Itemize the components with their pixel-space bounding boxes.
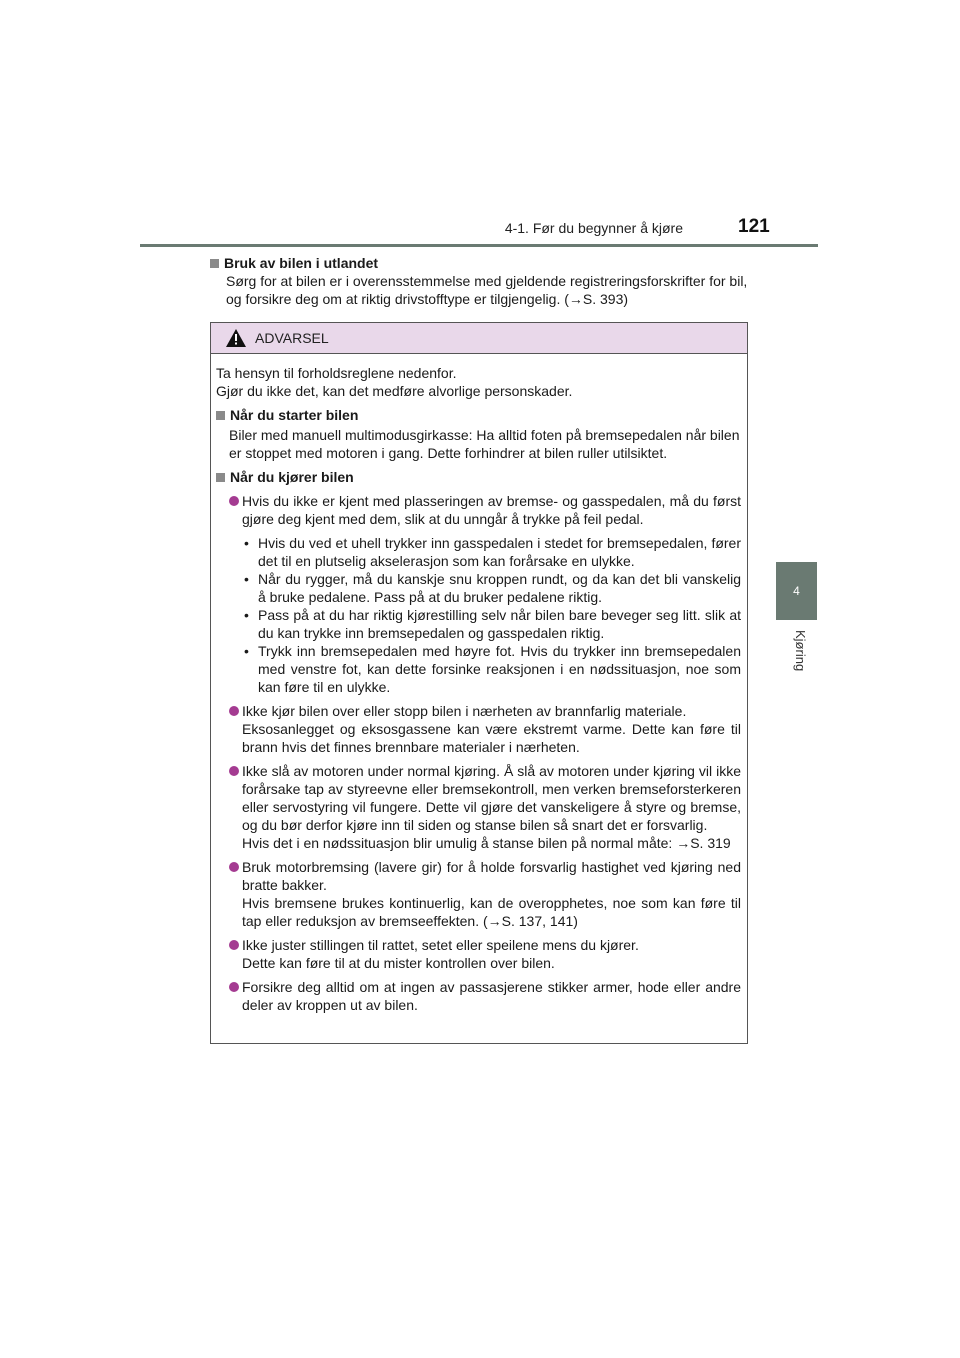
- sub-item: • Hvis du ved et uhell trykker inn gasspedalen i stedet for bremsepedalen, fører det til en plutselig akselerasjon som kan forårsake en ulykke.: [244, 535, 741, 569]
- intro-heading: Bruk av bilen i utlandet: [224, 255, 379, 271]
- intro-body: Sørg for at bilen er i overensstemmelse med gjeldende registreringsforskrifter for bil, og forsikre deg om at riktig drivstofftype er tilgjengelig. (→S. 393): [226, 273, 748, 307]
- warning-header: [211, 323, 747, 354]
- bullet-item: [216, 978, 741, 1014]
- sub-item-text: Trykk inn bremsepedalen med høyre fot. Hvis du trykker inn bremsepedalen med venstre fot, kan dette forsinke reaksjonen i en nødssituasjon, noe som kan føre til en ulykke.: [258, 643, 741, 695]
- section-heading: Når du starter bilen: [230, 407, 359, 423]
- bullet-item: [216, 702, 741, 756]
- warning-intro-line: Ta hensyn til forholdsreglene nedenfor.: [216, 365, 457, 381]
- sub-item-text: Når du rygger, må du kanskje snu kroppen rundt, og da kan det bli vanskelig å bruke pedalene. Pass på at du bruker pedalene riktig.: [258, 571, 741, 605]
- section-heading: Når du kjører bilen: [230, 469, 354, 485]
- chapter-number: 4: [793, 584, 800, 598]
- warning-title: ADVARSEL: [255, 330, 329, 346]
- sub-list: [242, 534, 741, 696]
- section-body: Biler med manuell multimodusgirkasse: Ha alltid foten på bremsepedalen når bilen er stoppet med motoren i gang. Dette forhindrer at bilen ruller utilsiktet.: [229, 427, 740, 461]
- round-bullet-icon: [229, 496, 239, 506]
- warning-section-starting: [216, 406, 741, 462]
- round-bullet-icon: [229, 706, 239, 716]
- bullet-text: Ikke juster stillingen til rattet, setet eller speilene mens du kjører. Dette kan føre til at du mister kontrollen over bilen.: [242, 937, 639, 971]
- warning-box: [210, 322, 748, 1044]
- bullet-item: [216, 858, 741, 930]
- square-bullet-icon: [216, 473, 225, 482]
- section-header: 4-1. Før du begynner å kjøre: [504, 220, 683, 236]
- bullet-item: [216, 762, 741, 852]
- bullet-text: Bruk motorbremsing (lavere gir) for å holde forsvarlig hastighet ved kjøring ned bratte bakker. Hvis bremsene brukes kontinuerlig, kan de overopphetes, noe som kan føre til tap eller reduksjon av bremseeffekten. (→S. 137, 141): [242, 859, 741, 929]
- round-bullet-icon: [229, 862, 239, 872]
- sub-item-text: Hvis du ved et uhell trykker inn gasspedalen i stedet for bremsepedalen, fører det til en plutselig akselerasjon som kan forårsake en ulykke.: [258, 535, 741, 569]
- bullet-item: [216, 492, 741, 696]
- round-bullet-icon: [229, 940, 239, 950]
- round-bullet-icon: [229, 766, 239, 776]
- warning-intro-line: Gjør du ikke det, kan det medføre alvorlige personskader.: [216, 383, 573, 399]
- sub-item: • Når du rygger, må du kanskje snu kroppen rundt, og da kan det bli vanskelig å bruke pedalene. Pass på at du bruker pedalene riktig.: [244, 571, 741, 605]
- warning-section-driving: [216, 468, 741, 1014]
- bullet-text: Forsikre deg alltid om at ingen av passasjerene stikker armer, hode eller andre deler av kroppen ut av bilen.: [242, 979, 741, 1013]
- bullet-text: Ikke slå av motoren under normal kjøring. Å slå av motoren under kjøring vil ikke forårsake tap av styreevne eller bremsekontroll, men verken bremseforsterkeren eller servostyring vil fungere. Dette vil gjøre det vanskeligere å styre og bremse, og du bør derfor kjøre inn til siden og stanse bilen så snart det er forsvarlig. Hvis det i en nødssituasjon blir umulig å stanse bilen på normal måte: →S. 319: [242, 763, 741, 851]
- chapter-name: Kjøring: [793, 630, 808, 672]
- sub-item: • Trykk inn bremsepedalen med høyre fot. Hvis du trykker inn bremsepedalen med venstre fot, kan dette forsinke reaksjonen i en nødssituasjon, noe som kan føre til en ulykke.: [244, 643, 741, 695]
- page-number: 121: [738, 216, 770, 237]
- warning-triangle-icon: [225, 328, 247, 348]
- sub-item-text: Pass på at du har riktig kjørestilling selv når bilen bare beveger seg litt. slik at du kan trykke inn bremsepedalen og gasspedalen riktig.: [258, 607, 741, 641]
- warning-body: [211, 354, 747, 1014]
- bullet-text: Ikke kjør bilen over eller stopp bilen i nærheten av brannfarlig materiale. Eksosanlegget og eksosgassene kan være ekstremt varme. Dette kan føre til brann hvis det finnes brennbare materialer i nærheten.: [242, 703, 741, 755]
- bullet-text: Hvis du ikke er kjent med plasseringen av bremse- og gasspedalen, må du først gjøre deg kjent med dem, slik at du unngår å trykke på feil pedal.: [242, 493, 741, 527]
- square-bullet-icon: [210, 259, 219, 268]
- header-rule: [140, 244, 818, 247]
- intro-block: [210, 254, 750, 308]
- sub-item: • Pass på at du har riktig kjørestilling selv når bilen bare beveger seg litt. slik at du kan trykke inn bremsepedalen og gasspedalen riktig.: [244, 607, 741, 641]
- square-bullet-icon: [216, 411, 225, 420]
- round-bullet-icon: [229, 982, 239, 992]
- chapter-tab: [776, 562, 817, 620]
- bullet-item: [216, 936, 741, 972]
